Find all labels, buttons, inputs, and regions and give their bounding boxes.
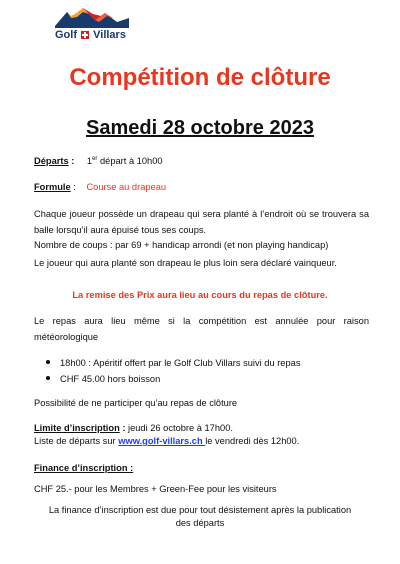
formule-value: Course au drapeau bbox=[86, 182, 167, 192]
departure-list-line bbox=[34, 435, 299, 447]
mountain-logo-icon bbox=[53, 4, 131, 30]
repas-note: Possibilité de ne participer qu’au repas de clôture bbox=[34, 398, 238, 408]
finance-refund-1: La finance d’inscription est due pour tout désistement après la publication bbox=[48, 505, 352, 515]
departs-line bbox=[34, 153, 163, 167]
formule-sep: : bbox=[70, 182, 76, 192]
swiss-cross-icon bbox=[81, 31, 89, 39]
inscription-sep: : bbox=[119, 423, 126, 433]
departs-value-sup: er bbox=[92, 156, 98, 162]
page-title: Compétition de clôture bbox=[69, 64, 331, 91]
departs-value: départ à 10h00 bbox=[97, 156, 163, 167]
logo-text-golf: Golf bbox=[55, 29, 77, 41]
inscription-label: Limite d’inscription bbox=[34, 423, 120, 433]
golf-villars-logo bbox=[53, 4, 131, 44]
inscription-value: jeudi 26 octobre à 17h00. bbox=[125, 423, 233, 433]
departure-list-pre: Liste de départs sur bbox=[34, 436, 119, 446]
logo-text-villars: Villars bbox=[93, 29, 126, 41]
list-item-text: CHF 45.00 hors boisson bbox=[60, 374, 161, 384]
inscription-line bbox=[34, 422, 233, 434]
description-p3: Le joueur qui aura planté son drapeau le plus loin sera déclaré vainqueur. bbox=[34, 258, 337, 268]
repas-intro: Le repas aura lieu même si la compétition est annulée pour raison météorologique bbox=[34, 316, 369, 342]
description-p1: Chaque joueur possède un drapeau qui sera planté à l’endroit où se trouvera sa balle lorsqu’il aura épuisé tous ses coups. bbox=[34, 209, 369, 235]
finance-heading: Finance d’inscription : bbox=[34, 463, 134, 473]
logo-text bbox=[55, 29, 126, 41]
formule-label: Formule bbox=[34, 182, 71, 192]
description-p2: Nombre de coups : par 69 + handicap arrondi (et non playing handicap) bbox=[34, 240, 329, 250]
departs-value-pre: 1 bbox=[86, 156, 93, 167]
prize-notice: La remise des Prix aura lieu au cours du repas de clôture. bbox=[72, 290, 328, 300]
finance-fees: CHF 25.- pour les Membres + Green-Fee pour les visiteurs bbox=[34, 484, 277, 494]
departs-label: Départs bbox=[34, 156, 69, 167]
list-item bbox=[46, 358, 300, 368]
list-item-text: 18h00 : Apéritif offert par le Golf Club Villars suivi du repas bbox=[60, 358, 301, 368]
departure-list-post: le vendredi dès 12h00. bbox=[205, 436, 300, 446]
formule-line bbox=[34, 181, 166, 193]
bullet-icon bbox=[46, 360, 50, 364]
list-item bbox=[46, 374, 160, 384]
departs-sep: : bbox=[68, 156, 75, 167]
event-date: Samedi 28 octobre 2023 bbox=[86, 117, 314, 139]
bullet-icon bbox=[46, 376, 50, 380]
finance-refund-2: des départs bbox=[175, 518, 225, 528]
website-link[interactable]: www.golf-villars.ch bbox=[118, 436, 206, 446]
